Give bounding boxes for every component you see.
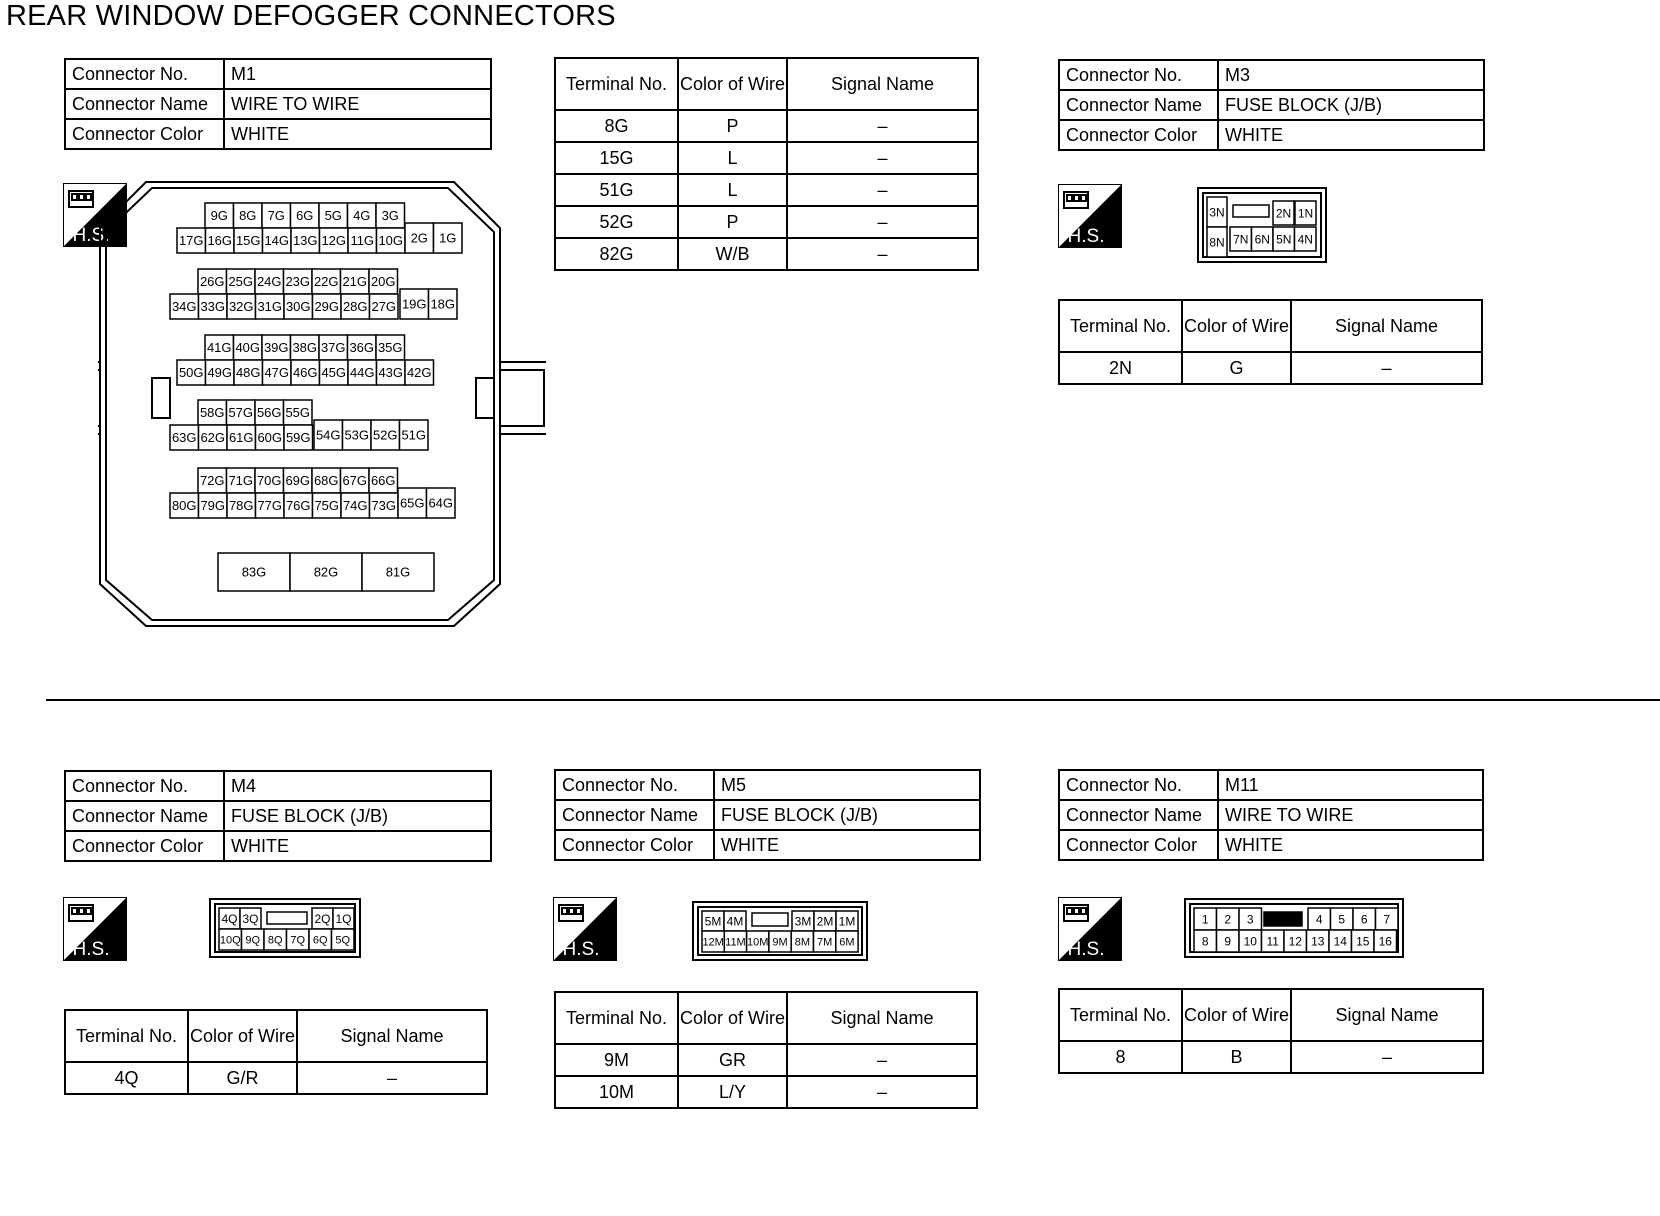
header-terminal-no: Terminal No. [65, 1010, 188, 1062]
label-connector-color: Connector Color [1059, 830, 1218, 860]
header-signal-name: Signal Name [787, 992, 977, 1044]
label-connector-name: Connector Name [555, 800, 714, 830]
pin-label: 80G [171, 497, 197, 513]
pin-label: 31G [257, 298, 283, 314]
pin-label: 40G [235, 339, 261, 355]
pin-label: 16 [1378, 934, 1392, 949]
table-row [1059, 352, 1482, 384]
pin-label: 29G [314, 298, 340, 314]
hs-label: H.S. [1067, 226, 1105, 247]
pin-label: 64G [428, 495, 454, 511]
connector-no-value: M3 [1218, 60, 1484, 90]
pin-label: 75G [314, 497, 340, 513]
connector-color-value: WHITE [224, 831, 491, 861]
header-signal-name: Signal Name [1291, 989, 1483, 1041]
pin-label: 11G [350, 232, 375, 248]
connector-face-m11 [1184, 898, 1404, 963]
pin-label: 12 [1288, 934, 1302, 949]
pin-label: 4N [1297, 232, 1313, 247]
wire-cell: P [678, 206, 787, 238]
pin-label: 7N [1233, 232, 1249, 247]
pin-label: 34G [171, 298, 197, 314]
page-title: REAR WINDOW DEFOGGER CONNECTORS [6, 0, 616, 32]
pin-label: 51G [401, 427, 427, 443]
pin-label: 48G [235, 364, 261, 380]
pin-label: 54G [315, 427, 341, 443]
connector-name-value: WIRE TO WIRE [224, 89, 491, 119]
header-terminal-no: Terminal No. [1059, 989, 1182, 1041]
pin-label: 17G [178, 232, 204, 248]
terminal-cell: 8G [555, 110, 678, 142]
pin-label: 73G [371, 497, 397, 513]
hs-icon-m4 [63, 897, 127, 961]
pin-label: 8G [239, 207, 257, 223]
hs-icon-m11 [1058, 897, 1122, 961]
hs-label: H.S. [562, 939, 600, 960]
connector-face-m1 [98, 180, 546, 635]
pin-label: 12G [321, 232, 347, 248]
pin-label: 65G [399, 495, 425, 511]
label-connector-name: Connector Name [1059, 90, 1218, 120]
pin-label: 16G [207, 232, 233, 248]
pin-label: 41G [206, 339, 232, 355]
pin-label: 21G [342, 273, 368, 289]
pin-label: 6M [839, 936, 855, 949]
pin-label: 5 [1338, 912, 1346, 927]
pin-label: 43G [378, 364, 404, 380]
header-terminal-no: Terminal No. [1059, 300, 1182, 352]
pin-label: 2G [410, 230, 428, 246]
pin-label: 79G [200, 497, 226, 513]
pin-label: 46G [292, 364, 318, 380]
header-color-of-wire: Color of Wire [1182, 989, 1291, 1041]
pin-label: 53G [344, 427, 370, 443]
terminal-table-m5 [554, 991, 978, 1109]
connector-name-value: FUSE BLOCK (J/B) [224, 801, 491, 831]
pin-label: 2Q [314, 911, 331, 926]
pin-label: 7 [1383, 912, 1391, 927]
pin-label: 35G [377, 339, 403, 355]
connector-info-m3 [1058, 59, 1485, 151]
header-signal-name: Signal Name [297, 1010, 487, 1062]
pin-label: 26G [199, 273, 225, 289]
terminal-table-m4 [64, 1009, 488, 1095]
pin-label: 36G [349, 339, 375, 355]
label-connector-no: Connector No. [65, 771, 224, 801]
header-color-of-wire: Color of Wire [678, 58, 787, 110]
connector-face-m4 [209, 898, 361, 963]
pin-label: 83G [241, 564, 267, 580]
pin-label: 66G [370, 472, 396, 488]
terminal-cell: 82G [555, 238, 678, 270]
pin-label: 15 [1356, 934, 1370, 949]
pin-label: 2 [1224, 912, 1232, 927]
pin-label: 1 [1201, 912, 1209, 927]
header-color-of-wire: Color of Wire [188, 1010, 297, 1062]
pin-label: 38G [292, 339, 318, 355]
pin-label: 25G [228, 273, 254, 289]
connector-name-value: FUSE BLOCK (J/B) [714, 800, 980, 830]
wire-cell: L/Y [678, 1076, 787, 1108]
terminal-cell: 8 [1059, 1041, 1182, 1073]
signal-cell: – [787, 110, 978, 142]
pin-label: 68G [313, 472, 339, 488]
terminal-table-m3 [1058, 299, 1483, 385]
label-connector-color: Connector Color [65, 831, 224, 861]
pin-label: 42G [406, 364, 432, 380]
label-connector-name: Connector Name [65, 89, 224, 119]
pin-label: 9Q [245, 934, 261, 947]
table-row [555, 142, 978, 174]
pin-label: 14G [264, 232, 290, 248]
pin-label: 4 [1315, 912, 1323, 927]
pin-label: 62G [200, 429, 226, 445]
connector-name-value: FUSE BLOCK (J/B) [1218, 90, 1484, 120]
pin-label: 24G [256, 273, 282, 289]
label-connector-name: Connector Name [65, 801, 224, 831]
pin-label: 6G [296, 207, 314, 223]
pin-label: 4G [353, 207, 371, 223]
pin-label: 69G [285, 472, 311, 488]
table-row [555, 238, 978, 270]
table-row [555, 174, 978, 206]
pin-label: 63G [171, 429, 197, 445]
pin-label: 4Q [221, 911, 238, 926]
section-divider [46, 699, 1660, 701]
terminal-cell: 15G [555, 142, 678, 174]
pin-label: 7M [817, 936, 833, 949]
signal-cell: – [787, 142, 978, 174]
pin-label: 7G [267, 207, 285, 223]
connector-info-m11 [1058, 769, 1484, 861]
pin-label: 10Q [219, 934, 241, 947]
pin-label: 9M [772, 936, 788, 949]
wire-cell: P [678, 110, 787, 142]
terminal-cell: 2N [1059, 352, 1182, 384]
pin-label: 22G [313, 273, 339, 289]
terminal-cell: 51G [555, 174, 678, 206]
pin-label: 8M [794, 936, 810, 949]
pin-label: 77G [257, 497, 283, 513]
label-connector-no: Connector No. [65, 59, 224, 89]
signal-cell: – [787, 1044, 977, 1076]
pin-label: 70G [256, 472, 282, 488]
hs-icon-m3 [1058, 184, 1122, 248]
label-connector-no: Connector No. [555, 770, 714, 800]
pin-label: 59G [285, 429, 311, 445]
label-connector-no: Connector No. [1059, 60, 1218, 90]
pin-label: 5N [1276, 232, 1292, 247]
pin-label: 14 [1333, 934, 1347, 949]
pin-label: 7Q [290, 934, 306, 947]
connector-info-m4 [64, 770, 492, 862]
pin-label: 1M [838, 914, 856, 929]
pin-label: 74G [342, 497, 368, 513]
pin-label: 60G [257, 429, 283, 445]
hs-label: H.S. [1067, 939, 1105, 960]
pin-label: 11M [725, 936, 746, 949]
connector-info-m1 [64, 58, 492, 150]
pin-label: 1Q [335, 911, 352, 926]
pin-label: 39G [263, 339, 289, 355]
label-connector-color: Connector Color [555, 830, 714, 860]
key-block [1264, 912, 1302, 926]
pin-label: 78G [228, 497, 254, 513]
pin-label: 67G [342, 472, 368, 488]
key-slot [1233, 205, 1269, 217]
pin-label: 10M [747, 936, 769, 949]
wire-cell: L [678, 174, 787, 206]
connector-no-value: M4 [224, 771, 491, 801]
pin-label: 10G [378, 232, 404, 248]
header-color-of-wire: Color of Wire [1182, 300, 1291, 352]
pin-label: 61G [228, 429, 254, 445]
pin-label: 13G [292, 232, 318, 248]
terminal-cell: 9M [555, 1044, 678, 1076]
label-connector-name: Connector Name [1059, 800, 1218, 830]
pin-label: 10 [1243, 934, 1257, 949]
pin-label: 15G [235, 232, 261, 248]
terminal-table-m1 [554, 57, 979, 271]
signal-cell: – [297, 1062, 487, 1094]
table-row [555, 206, 978, 238]
key-slot [267, 912, 307, 924]
pin-label: 49G [207, 364, 233, 380]
pin-label: 4M [726, 914, 744, 929]
pin-label: 47G [264, 364, 290, 380]
pin-label: 56G [256, 404, 282, 420]
pin-label: 6Q [312, 934, 328, 947]
signal-cell: – [787, 238, 978, 270]
pin-label: 5M [704, 914, 722, 929]
pin-label: 71G [228, 472, 254, 488]
label-connector-color: Connector Color [1059, 120, 1218, 150]
connector-color-value: WHITE [1218, 120, 1484, 150]
pin-label: 28G [342, 298, 368, 314]
pin-label: 55G [285, 404, 311, 420]
connector-no-value: M11 [1218, 770, 1483, 800]
pin-label: 8N [1209, 235, 1225, 250]
header-terminal-no: Terminal No. [555, 992, 678, 1044]
signal-cell: – [1291, 352, 1482, 384]
pin-label: 20G [370, 273, 396, 289]
pin-label: 11 [1266, 934, 1279, 949]
pin-label: 8Q [267, 934, 283, 947]
pin-label: 76G [285, 497, 311, 513]
connector-name-value: WIRE TO WIRE [1218, 800, 1483, 830]
wire-cell: W/B [678, 238, 787, 270]
table-row [1059, 1041, 1483, 1073]
table-row [555, 110, 978, 142]
label-connector-color: Connector Color [65, 119, 224, 149]
pin-label: 57G [228, 404, 254, 420]
pin-label: 82G [313, 564, 339, 580]
pin-label: 13 [1311, 934, 1325, 949]
pin-label: 1G [439, 230, 457, 246]
table-row [555, 1044, 977, 1076]
pin-label: 2M [816, 914, 834, 929]
pin-label: 23G [285, 273, 311, 289]
pin-label: 33G [200, 298, 226, 314]
header-terminal-no: Terminal No. [555, 58, 678, 110]
terminal-cell: 4Q [65, 1062, 188, 1094]
signal-cell: – [787, 206, 978, 238]
pin-label: 81G [385, 564, 411, 580]
pin-label: 8 [1201, 934, 1209, 949]
pin-label: 3 [1246, 912, 1254, 927]
pin-label: 3Q [242, 911, 259, 926]
pin-label: 72G [199, 472, 225, 488]
connector-no-value: M1 [224, 59, 491, 89]
hs-label: H.S. [72, 939, 110, 960]
terminal-cell: 10M [555, 1076, 678, 1108]
pin-label: 44G [349, 364, 375, 380]
wire-cell: G/R [188, 1062, 297, 1094]
connector-color-value: WHITE [1218, 830, 1483, 860]
signal-cell: – [787, 1076, 977, 1108]
pin-label: 6N [1254, 232, 1270, 247]
hs-label: H.S. [72, 225, 110, 246]
wire-cell: B [1182, 1041, 1291, 1073]
pin-label: 37G [320, 339, 346, 355]
connector-no-value: M5 [714, 770, 980, 800]
header-color-of-wire: Color of Wire [678, 992, 787, 1044]
pin-label: 2N [1275, 206, 1292, 221]
header-signal-name: Signal Name [1291, 300, 1482, 352]
pin-label: 3G [381, 207, 399, 223]
wire-cell: GR [678, 1044, 787, 1076]
pin-label: 3M [794, 914, 812, 929]
pin-label: 50G [178, 364, 204, 380]
pin-label: 3N [1209, 205, 1225, 220]
hs-icon-m5 [553, 897, 617, 961]
connector-color-value: WHITE [224, 119, 491, 149]
pin-label: 6 [1360, 912, 1368, 927]
pin-label: 5G [324, 207, 342, 223]
signal-cell: – [1291, 1041, 1483, 1073]
signal-cell: – [787, 174, 978, 206]
terminal-table-m11 [1058, 988, 1484, 1074]
connector-face-m3 [1197, 187, 1327, 268]
connector-color-value: WHITE [714, 830, 980, 860]
table-row [555, 1076, 977, 1108]
connector-info-m5 [554, 769, 981, 861]
label-connector-no: Connector No. [1059, 770, 1218, 800]
header-signal-name: Signal Name [787, 58, 978, 110]
pin-label: 9 [1224, 934, 1232, 949]
pin-label: 19G [401, 296, 427, 312]
pin-label: 12M [702, 936, 724, 949]
wire-cell: L [678, 142, 787, 174]
terminal-cell: 52G [555, 206, 678, 238]
pin-label: 45G [321, 364, 347, 380]
pin-label: 18G [430, 296, 456, 312]
pin-label: 5Q [335, 934, 351, 947]
pin-label: 1N [1297, 206, 1314, 221]
pin-label: 32G [228, 298, 254, 314]
pin-label: 30G [285, 298, 311, 314]
connector-face-m5 [692, 901, 868, 966]
key-slot [752, 913, 788, 926]
pin-label: 58G [199, 404, 225, 420]
pin-label: 9G [210, 207, 228, 223]
pin-label: 52G [372, 427, 398, 443]
table-row [65, 1062, 487, 1094]
pin-label: 27G [371, 298, 397, 314]
wire-cell: G [1182, 352, 1291, 384]
